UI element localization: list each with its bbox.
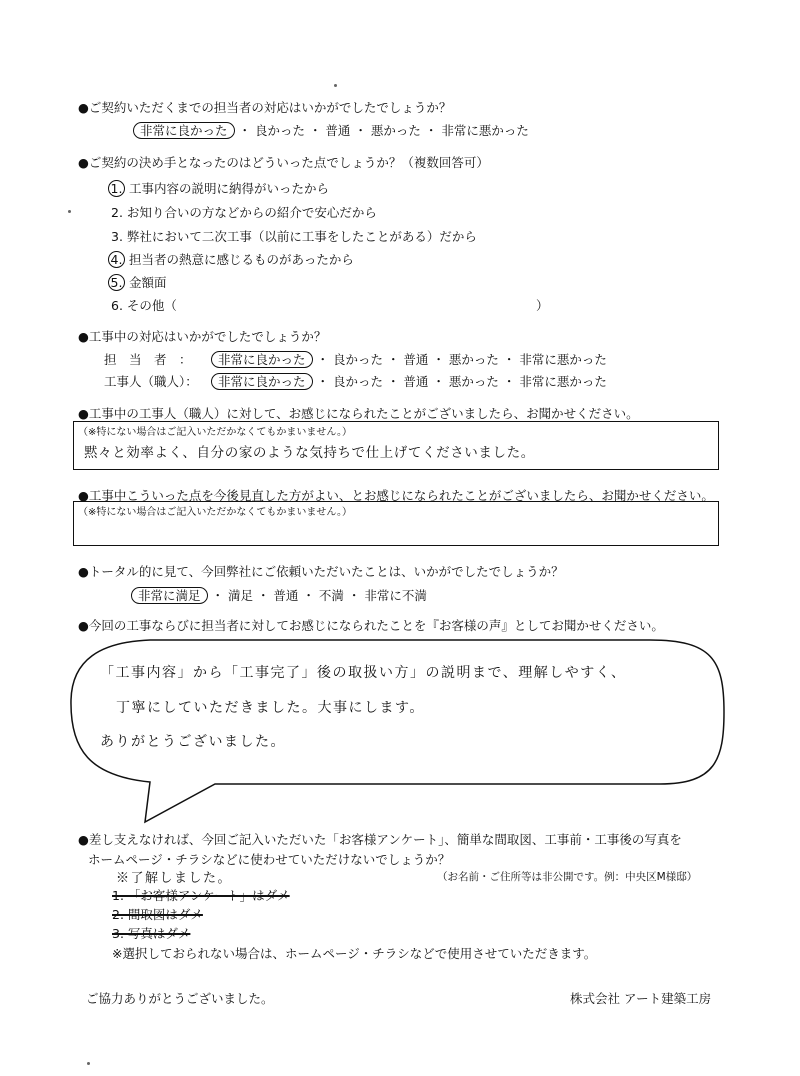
q3-row-shokunin-selected: 非常に良かった [211,373,313,390]
q3-row-shokunin-rest: ・ 良かった ・ 普通 ・ 悪かった ・ 非常に悪かった [316,374,607,389]
q1-other-options: ・ 良かった ・ 普通 ・ 悪かった ・ 非常に悪かった [238,123,529,138]
q3-row-tantousha-label: 担 当 者 ： [104,352,192,367]
q6-other-options: ・ 満足 ・ 普通 ・ 不満 ・ 非常に不満 [211,588,427,603]
q8-selection-note: ※選択しておられない場合は、ホームページ・チラシなどで使用させていただきます。 [112,946,597,961]
footer-company: 株式会社 アート建築工房 [570,991,712,1006]
q8-privacy-note: （お名前・ご住所等は非公開です。例：中央区M様邸） [437,871,698,883]
q2-option-6-label: その他（ [126,298,177,313]
q3-row-tantousha-rest: ・ 良かった ・ 普通 ・ 悪かった ・ 非常に悪かった [316,352,607,367]
q2-other-close: ） [536,298,549,313]
q7-handwritten-line-1: 「工事内容」から「工事完了」後の取扱い方」の説明まで、理解しやすく、 [100,665,627,681]
q2-option-6-number: 6. [111,298,123,313]
q2-option-3-number: 3. [111,229,123,244]
q3-question: ●工事中の対応はいかがでしたでしょうか？ [78,329,327,344]
q7-handwritten-line-2: 丁寧にしていただきました。大事にします。 [116,700,425,716]
q2-option-2-label: お知り合いの方などからの紹介で安心だから [126,205,377,220]
scan-speck [68,210,71,213]
q7-handwritten-line-3: ありがとうございました。 [100,734,286,750]
q1-question: ●ご契約いただくまでの担当者の対応はいかがでしたでしょうか？ [78,100,452,115]
q2-option-4-label: 担当者の熱意に感じるものがあったから [128,252,354,267]
scan-speck [87,1062,90,1065]
q3-row-tantousha-selected: 非常に良かった [211,351,313,368]
q8-item-3-struck: 3. 写真はダメ [112,926,191,941]
q2-option-5-label: 金額面 [128,275,167,290]
q8-item-2-struck: 2. 間取図はダメ [112,907,203,922]
q8-question-line-1: ●差し支えなければ、今回ご記入いただいた「お客様アンケート」、簡単な間取図、工事前・工事後の写真を [78,832,682,847]
q1-selected-option: 非常に良かった [133,122,235,139]
q2-option-1-number: 1. [108,180,125,197]
q4-question: ●工事中の工事人（職人）に対して、お感じになられたことがございましたら、お聞かせください。 [78,406,639,421]
q5-question: ●工事中こういった点を今後見直した方がよい、とお感じになられたことがございましたら、お聞かせください。 [78,488,714,503]
q4-handwritten-answer: 黙々と効率よく、自分の家のような気持ちで仕上げてくださいました。 [84,445,535,461]
scan-speck [334,84,337,87]
q8-question-line-2: ホームページ・チラシなどに使わせていただけないでしょうか？ [88,852,451,867]
q5-note: （※特にない場合はご記入いただかなくてもかまいません。） [78,507,352,518]
q2-option-4-number: 4. [108,251,125,268]
q6-selected-option: 非常に満足 [131,587,208,604]
q4-note: （※特にない場合はご記入いただかなくてもかまいません。） [78,427,352,438]
q8-handwritten-consent: ※了解しました。 [116,871,233,886]
q2-question: ●ご契約の決め手となったのはどういった点でしょうか？（複数回答可） [78,155,489,170]
footer-thanks: ご協力ありがとうございました。 [86,991,274,1006]
q6-question: ●トータル的に見て、今回弊社にご依頼いただいたことは、いかがでしたでしょうか？ [78,564,564,579]
q2-option-1-label: 工事内容の説明に納得がいったから [128,181,329,196]
q8-item-1-struck: 1. 「お客様アンケート」はダメ [112,888,290,903]
q2-option-3-label: 弊社において二次工事（以前に工事をしたことがある）だから [126,229,477,244]
q7-question: ●今回の工事ならびに担当者に対してお感じになられたことを『お客様の声』としてお聞かせください。 [78,618,664,633]
q3-row-shokunin-label: 工事人（職人）： [104,374,198,389]
q2-option-2-number: 2. [111,205,123,220]
q2-option-5-number: 5. [108,274,125,291]
